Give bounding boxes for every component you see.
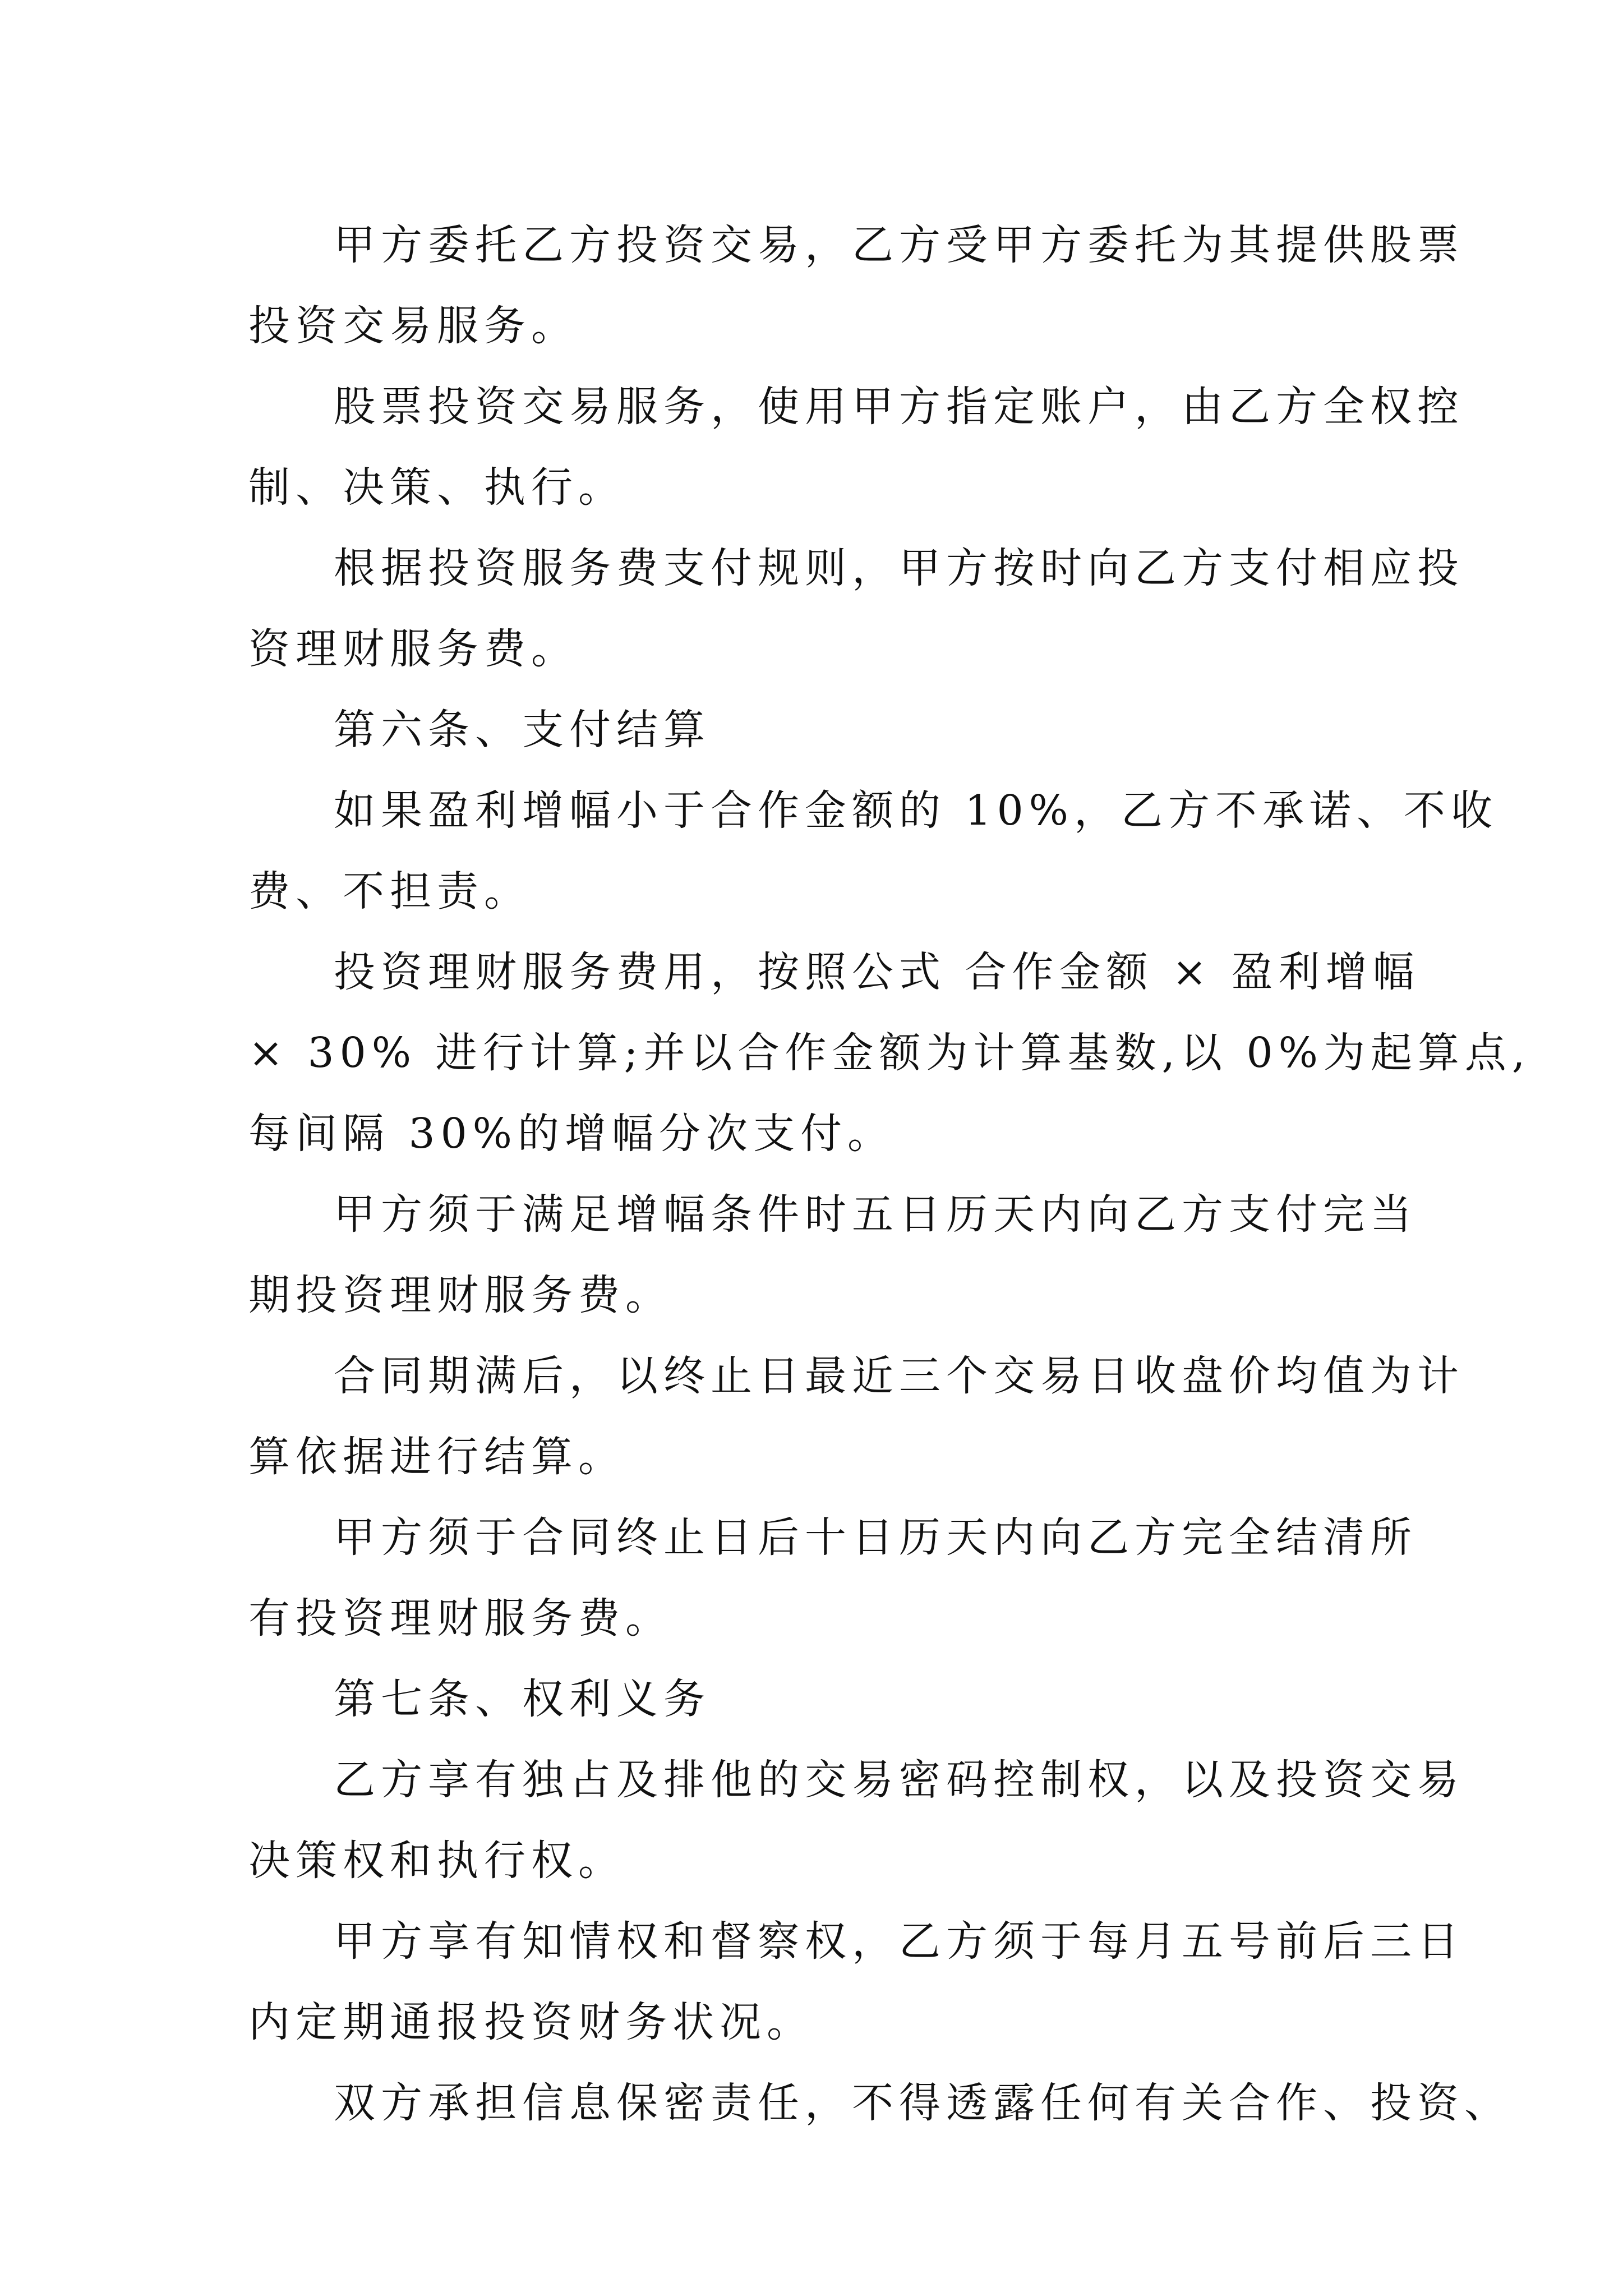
paragraph-line: 决策权和执行权。	[248, 1837, 625, 1885]
paragraph-threshold	[248, 770, 1498, 932]
paragraph-line: 根据投资服务费支付规则，甲方按时向乙方支付相应投	[334, 544, 1464, 592]
section-heading: 第六条、支付结算	[334, 706, 711, 754]
paragraph-line: 期投资理财服务费。	[248, 1271, 672, 1319]
paragraph-line: 算依据进行结算。	[248, 1433, 625, 1481]
paragraph-line: 双方承担信息保密责任，不得透露任何有关合作、投资、	[334, 2079, 1511, 2127]
paragraph-line: 投资理财服务费用，按照公式 合作金额 × 盈利增幅	[334, 948, 1420, 996]
paragraph-line: 股票投资交易服务，使用甲方指定账户，由乙方全权控	[334, 383, 1464, 431]
paragraph-line: 如果盈利增幅小于合作金额的 10%，乙方不承诺、不收	[334, 786, 1498, 835]
paragraph-settlement-basis	[248, 1336, 1464, 1497]
paragraph-line: 合同期满后，以终止日最近三个交易日收盘价均值为计	[334, 1352, 1464, 1400]
paragraph-fee-formula	[248, 932, 1531, 1174]
article-heading-6	[248, 689, 1393, 770]
document-body	[248, 205, 1531, 2143]
paragraph-payment-deadline	[248, 1174, 1417, 1336]
paragraph-final-settlement	[248, 1497, 1417, 1659]
paragraph-line: 甲方享有知情权和督察权，乙方须于每月五号前后三日	[334, 1917, 1464, 1966]
paragraph-line: 内定期通报投资财务状况。	[248, 1998, 814, 2046]
paragraph-confidentiality	[248, 2063, 1511, 2143]
paragraph-line: 有投资理财服务费。	[248, 1594, 672, 1642]
paragraph-entrustment	[248, 205, 1464, 366]
paragraph-line: 甲方须于满足增幅条件时五日历天内向乙方支付完当	[334, 1190, 1417, 1239]
paragraph-line: 制、决策、执行。	[248, 463, 625, 512]
paragraph-party-b-rights	[248, 1740, 1464, 1901]
paragraph-line: × 30% 进行计算;并以合作金额为计算基数,以 0%为起算点,	[248, 1029, 1531, 1077]
paragraph-line: 资理财服务费。	[248, 625, 578, 673]
paragraph-line: 投资交易服务。	[248, 302, 578, 350]
article-heading-7	[248, 1659, 1393, 1740]
paragraph-line: 每间隔 30%的增幅分次支付。	[248, 1110, 895, 1158]
section-heading: 第七条、权利义务	[334, 1675, 711, 1723]
paragraph-account-control	[248, 366, 1464, 528]
paragraph-line: 乙方享有独占及排他的交易密码控制权，以及投资交易	[334, 1756, 1464, 1804]
paragraph-party-a-rights	[248, 1901, 1464, 2063]
paragraph-line: 甲方委托乙方投资交易，乙方受甲方委托为其提供股票	[334, 221, 1464, 269]
paragraph-fee-payment	[248, 528, 1464, 689]
paragraph-line: 甲方须于合同终止日后十日历天内向乙方完全结清所	[334, 1513, 1417, 1562]
paragraph-line: 费、不担责。	[248, 867, 531, 915]
